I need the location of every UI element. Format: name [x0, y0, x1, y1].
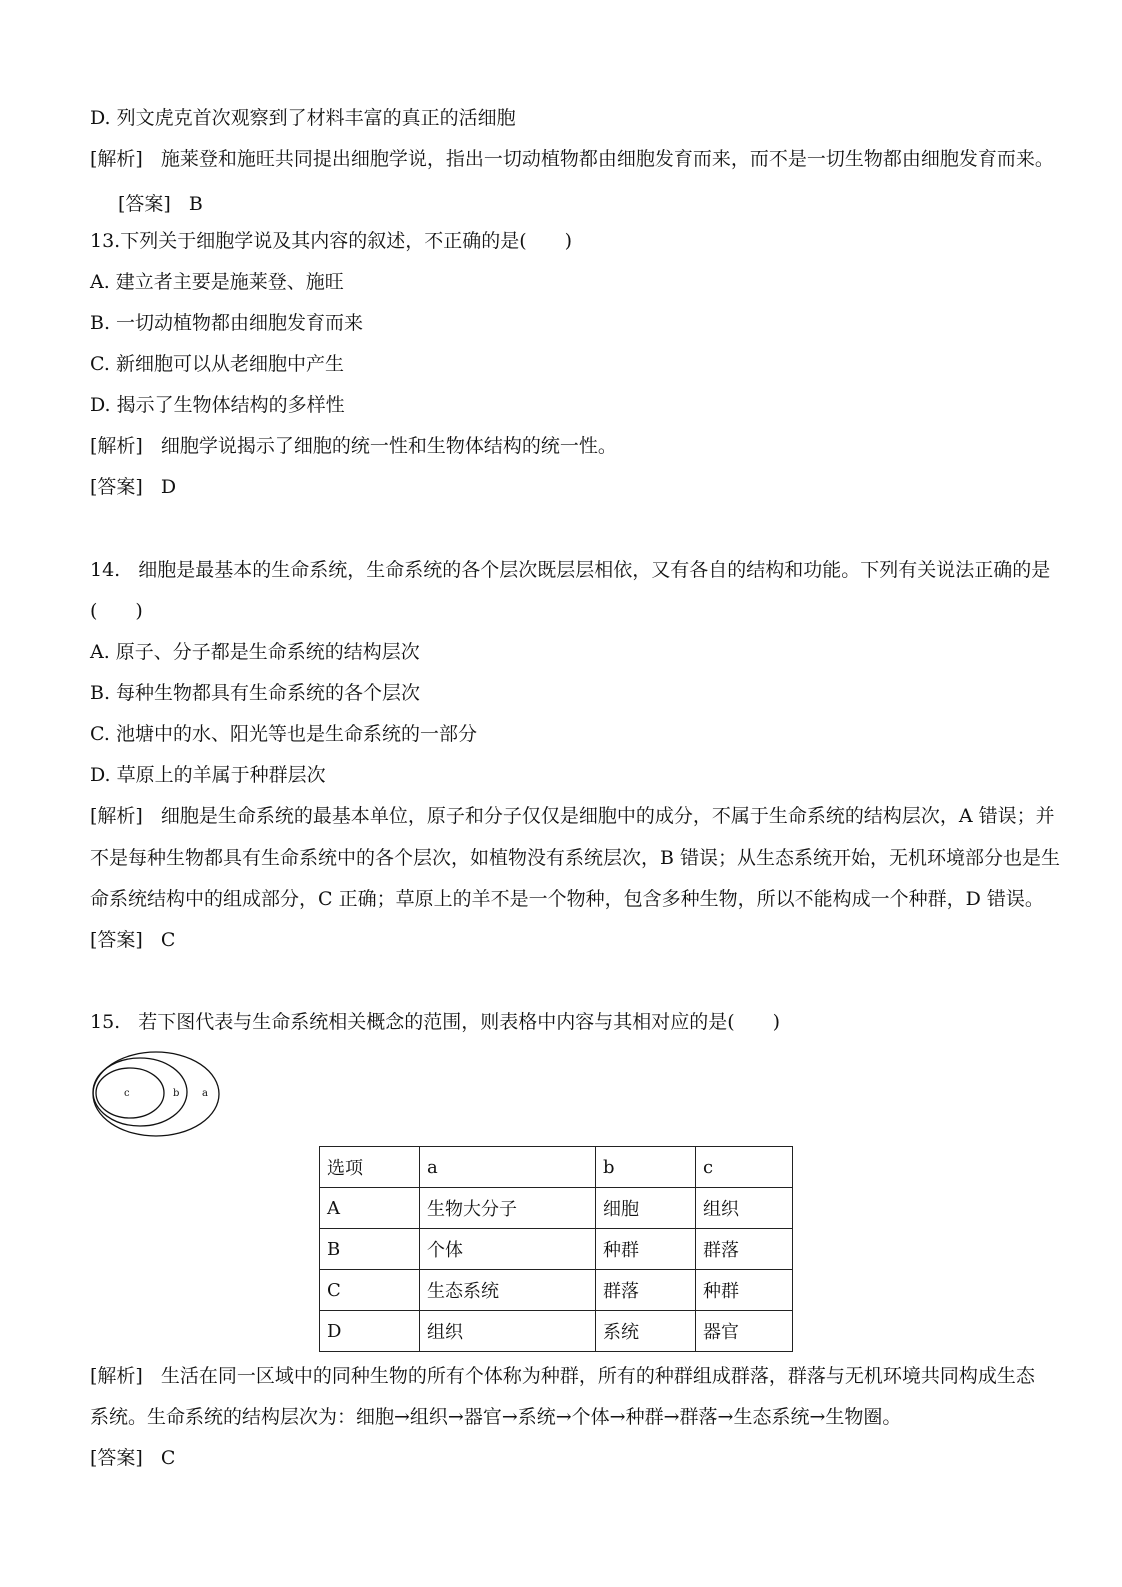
options-table: [319, 1146, 793, 1352]
table-header-cell: 选项: [320, 1147, 420, 1188]
question-number: 15.: [90, 1011, 121, 1033]
q14-option-a: A. 原子、分子都是生命系统的结构层次: [90, 641, 420, 663]
answer-tag: [答案]: [90, 1447, 143, 1469]
q14-analysis-line2: 不是每种生物都具有生命系统中的各个层次，如植物没有系统层次，B 错误；从生态系统开始，无机环境部分也是生: [90, 847, 1061, 869]
table-header-row: [320, 1147, 793, 1188]
ellipse-c: [96, 1068, 164, 1118]
q13-option-d: D. 揭示了生物体结构的多样性: [90, 394, 345, 416]
table-cell: 细胞: [596, 1188, 696, 1229]
question-text: 细胞是最基本的生命系统，生命系统的各个层次既层层相依，又有各自的结构和功能。下列有关说法正确的是: [138, 559, 1051, 581]
q13-option-b: B. 一切动植物都由细胞发育而来: [90, 312, 364, 334]
q13-stem: 13.下列关于细胞学说及其内容的叙述，不正确的是( ): [90, 230, 573, 252]
analysis-tag: [解析]: [90, 435, 143, 457]
answer-value: C: [160, 929, 176, 951]
label-b: b: [173, 1088, 180, 1099]
question-text: 若下图代表与生命系统相关概念的范围，则表格中内容与其相对应的是( ): [138, 1011, 781, 1033]
table-cell: 组织: [696, 1188, 793, 1229]
answer-value: B: [188, 193, 203, 215]
table-header-cell: c: [696, 1147, 793, 1188]
q15-analysis-line2: 系统。生命系统的结构层次为：细胞→组织→器官→系统→个体→种群→群落→生态系统→生物圈。: [90, 1406, 902, 1428]
table-cell: D: [320, 1311, 420, 1352]
q13-option-a: A. 建立者主要是施莱登、施旺: [90, 271, 344, 293]
q14-option-b: B. 每种生物都具有生命系统的各个层次: [90, 682, 421, 704]
q14-analysis-line1: [90, 804, 1055, 828]
table-row: [320, 1270, 793, 1311]
q13-answer: [90, 475, 176, 499]
q14-analysis-line3: 命系统结构中的组成部分，C 正确；草原上的羊不是一个物种，包含多种生物，所以不能构成一个种群，D 错误。: [90, 888, 1044, 910]
table-cell: 生物大分子: [420, 1188, 596, 1229]
table-row: [320, 1229, 793, 1270]
q15-analysis-line1: [90, 1364, 1035, 1388]
q12-option-d: D. 列文虎克首次观察到了材料丰富的真正的活细胞: [90, 107, 516, 129]
q14-option-d: D. 草原上的羊属于种群层次: [90, 764, 326, 786]
analysis-tag: [解析]: [90, 805, 143, 827]
table-row: [320, 1188, 793, 1229]
answer-value: C: [160, 1447, 176, 1469]
table-cell: 系统: [596, 1311, 696, 1352]
answer-tag: [答案]: [90, 929, 143, 951]
q15-answer: [90, 1446, 175, 1470]
q13-analysis: [90, 434, 617, 458]
table-row: [320, 1311, 793, 1352]
table-cell: 组织: [420, 1311, 596, 1352]
q13-option-c: C. 新细胞可以从老细胞中产生: [90, 353, 344, 375]
q12-answer: [118, 192, 203, 216]
table-cell: B: [320, 1229, 420, 1270]
question-number: 14.: [90, 559, 121, 581]
table-cell: 器官: [696, 1311, 793, 1352]
analysis-text: 细胞是生命系统的最基本单位，原子和分子仅仅是细胞中的成分，不属于生命系统的结构层次，A 错误；并: [160, 805, 1055, 827]
label-a: a: [202, 1088, 208, 1099]
table-cell: 个体: [420, 1229, 596, 1270]
q15-stem: [90, 1010, 780, 1034]
analysis-tag: [解析]: [90, 1365, 143, 1387]
table-cell: 生态系统: [420, 1270, 596, 1311]
table-cell: A: [320, 1188, 420, 1229]
table-cell: 种群: [696, 1270, 793, 1311]
table-cell: C: [320, 1270, 420, 1311]
table-cell: 群落: [696, 1229, 793, 1270]
answer-tag: [答案]: [118, 193, 171, 215]
q14-stem: [90, 558, 1050, 582]
q14-stem-bracket: ( ): [90, 600, 143, 622]
analysis-text: 施莱登和施旺共同提出细胞学说，指出一切动植物都由细胞发育而来，而不是一切生物都由细胞发育而来。: [160, 148, 1054, 170]
q14-answer: [90, 928, 175, 952]
answer-tag: [答案]: [90, 476, 143, 498]
label-c: c: [124, 1088, 130, 1099]
q12-analysis: [90, 147, 1054, 171]
nested-ellipse-diagram: [88, 1048, 228, 1140]
table-cell: 群落: [596, 1270, 696, 1311]
answer-value: D: [160, 476, 177, 498]
table-cell: 种群: [596, 1229, 696, 1270]
analysis-text: 细胞学说揭示了细胞的统一性和生物体结构的统一性。: [160, 435, 617, 457]
table-header-cell: b: [596, 1147, 696, 1188]
analysis-tag: [解析]: [90, 148, 143, 170]
analysis-text: 生活在同一区域中的同种生物的所有个体称为种群，所有的种群组成群落，群落与无机环境共同构成生态: [160, 1365, 1035, 1387]
q14-option-c: C. 池塘中的水、阳光等也是生命系统的一部分: [90, 723, 477, 745]
table-header-cell: a: [420, 1147, 596, 1188]
